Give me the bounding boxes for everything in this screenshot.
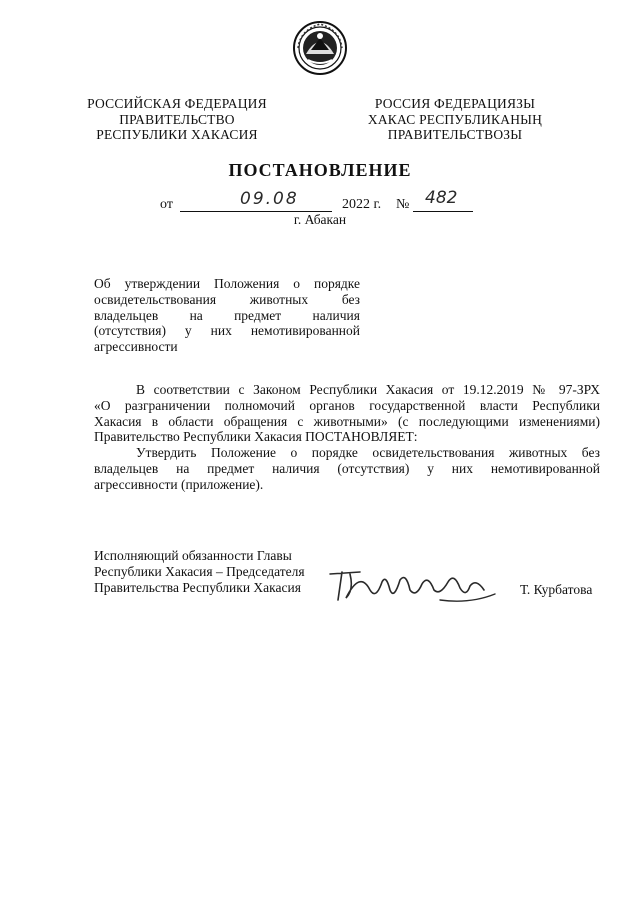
position-line: Республики Хакасия – Председателя xyxy=(94,564,305,579)
coat-of-arms-icon xyxy=(292,20,348,76)
subject-line: владельцев на предмет наличия xyxy=(94,307,360,323)
body-paragraph-2 xyxy=(94,445,600,492)
body-line: Хакасия в области обращения с животными» (с последующими изменениями) xyxy=(94,413,600,429)
date-handwritten: 09.08 xyxy=(240,189,299,209)
coat-of-arms-emblem xyxy=(292,20,348,76)
header-right-line: ПРАВИТЕЛЬСТВОЗЫ xyxy=(387,127,523,142)
header-left-line: РОССИЙСКАЯ ФЕДЕРАЦИЯ xyxy=(87,96,267,111)
header-left xyxy=(62,96,292,143)
position-line: Правительства Республики Хакасия xyxy=(94,580,301,595)
year-text: 2022 г. xyxy=(342,197,382,212)
document-title: ПОСТАНОВЛЕНИЕ xyxy=(228,160,412,180)
header-right-line: ХАКАС РЕСПУБЛИКАНЫҢ xyxy=(367,111,543,127)
document-subject xyxy=(94,276,360,355)
handwritten-signature xyxy=(320,560,500,610)
signer-name: Т. Курбатова xyxy=(520,582,593,597)
document-body xyxy=(94,382,600,493)
header-right-line: РОССИЯ ФЕДЕРАЦИЯЗЫ xyxy=(374,96,536,111)
subject-line: (отсутствия) у них немотивированной xyxy=(94,323,360,339)
signatory-position xyxy=(94,548,324,596)
header-left-line: РЕСПУБЛИКИ ХАКАСИЯ xyxy=(96,127,258,142)
signature-icon xyxy=(320,560,500,610)
number-handwritten: 482 xyxy=(425,188,458,208)
subject-line: освидетельствования животных без xyxy=(94,291,360,307)
body-line: агрессивности (приложение). xyxy=(94,476,264,492)
body-line: владельцев на предмет наличия (отсутствия) у них немотивированной xyxy=(94,460,600,476)
subject-line: Об утверждении Положения о порядке xyxy=(94,276,360,291)
number-sign: № xyxy=(396,197,410,212)
position-line: Исполняющий обязанности Главы xyxy=(94,548,292,563)
body-paragraph-1 xyxy=(94,382,600,445)
body-line: В соответствии с Законом Республики Хакасия от 19.12.2019 № 97-ЗРХ xyxy=(136,382,600,397)
header-left-line: ПРАВИТЕЛЬСТВО xyxy=(119,111,235,127)
header-right xyxy=(340,96,570,143)
body-line: Утвердить Положение о порядке освидетельствования животных без xyxy=(136,445,600,461)
body-line: «О разграничении полномочий органов государственной власти Республики xyxy=(94,397,600,413)
subject-line: агрессивности xyxy=(94,339,178,355)
body-line: Правительство Республики Хакасия ПОСТАНОВЛЯЕТ: xyxy=(94,429,418,445)
date-prefix: от xyxy=(160,197,173,212)
city: г. Абакан xyxy=(293,212,347,227)
